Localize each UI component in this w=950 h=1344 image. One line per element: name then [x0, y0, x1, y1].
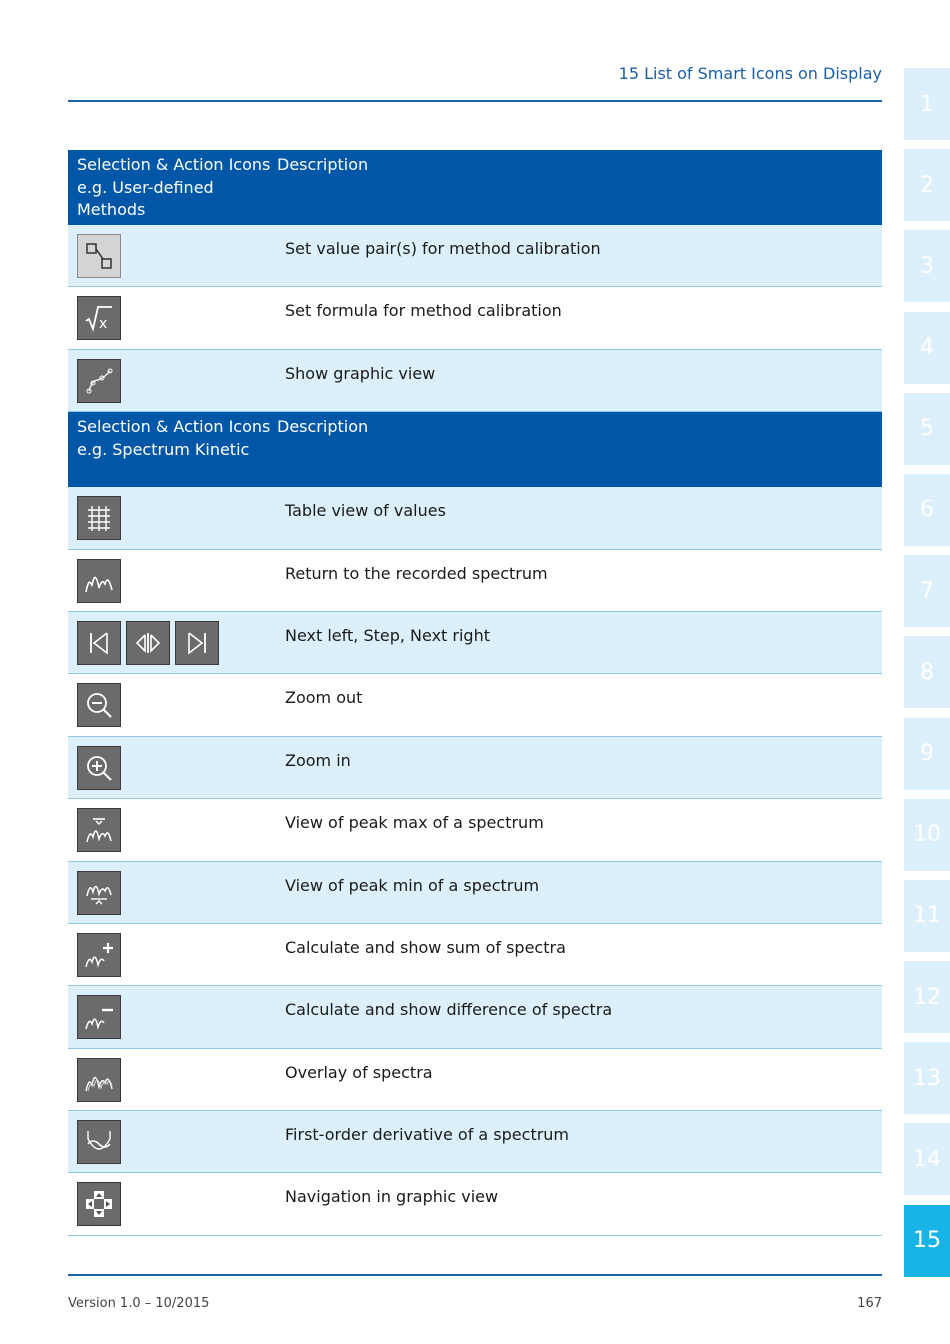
row-description: Return to the recorded spectrum — [285, 563, 548, 583]
row-description: Calculate and show sum of spectra — [285, 937, 566, 957]
sqrt-x-icon — [77, 296, 121, 340]
table-row — [68, 737, 882, 799]
table-row — [68, 1049, 882, 1111]
row-description: First-order derivative of a spectrum — [285, 1125, 570, 1145]
table-row — [68, 350, 882, 412]
header-divider — [68, 100, 882, 102]
spectra-sum-icon — [77, 933, 121, 977]
table-grid-icon — [77, 496, 121, 540]
table-row — [68, 487, 882, 549]
derivative-icon — [77, 1120, 121, 1164]
next-left-icon — [77, 621, 121, 665]
step-icon — [126, 621, 170, 665]
header-col-description: Description — [277, 417, 369, 437]
spectra-overlay-icon — [77, 1058, 121, 1102]
row-description: Calculate and show difference of spectra — [285, 1000, 613, 1020]
chapter-tab-2[interactable]: 2 — [904, 149, 950, 221]
page-header-title: 15 List of Smart Icons on Display — [618, 64, 882, 83]
row-description: Set value pair(s) for method calibration — [285, 239, 601, 258]
footer-version: Version 1.0 – 10/2015 — [68, 1296, 210, 1311]
chapter-tabs — [904, 68, 950, 1286]
graph-points-icon — [77, 359, 121, 403]
chapter-tab-15-active[interactable]: 15 — [904, 1205, 950, 1277]
value-pairs-icon — [77, 234, 121, 278]
table-row — [68, 799, 882, 861]
chapter-tab-1[interactable]: 1 — [904, 68, 950, 140]
chapter-tab-14[interactable]: 14 — [904, 1123, 950, 1195]
table-row — [68, 986, 882, 1048]
row-description: Navigation in graphic view — [285, 1187, 499, 1207]
next-right-icon — [175, 621, 219, 665]
row-description: View of peak max of a spectrum — [285, 813, 544, 833]
row-description: Set formula for method calibration — [285, 301, 562, 321]
chapter-tab-3[interactable]: 3 — [904, 230, 950, 302]
table-row — [68, 924, 882, 986]
table-header-methods — [68, 150, 882, 225]
table-row — [68, 225, 882, 287]
table-row — [68, 550, 882, 612]
icon-table — [68, 150, 882, 1236]
chapter-tab-9[interactable]: 9 — [904, 718, 950, 790]
table-row — [68, 612, 882, 674]
header-col-icons: Selection & Action Icons e.g. User-defined Methods — [77, 155, 271, 219]
svg-text:x: x — [99, 316, 108, 333]
table-row — [68, 287, 882, 349]
header-col-description: Description — [277, 155, 369, 174]
row-description: Show graphic view — [285, 363, 436, 383]
peak-max-icon — [77, 808, 121, 852]
header-col-icons: Selection & Action Icons e.g. Spectrum Kinetic — [77, 417, 271, 459]
row-description: Table view of values — [285, 501, 446, 521]
spectrum-icon — [77, 559, 121, 603]
table-row — [68, 674, 882, 736]
chapter-tab-12[interactable]: 12 — [904, 961, 950, 1033]
footer-divider — [68, 1274, 882, 1276]
chapter-tab-8[interactable]: 8 — [904, 636, 950, 708]
chapter-tab-5[interactable]: 5 — [904, 393, 950, 465]
chapter-tab-6[interactable]: 6 — [904, 474, 950, 546]
chapter-tab-13[interactable]: 13 — [904, 1042, 950, 1114]
chapter-tab-11[interactable]: 11 — [904, 880, 950, 952]
spectra-difference-icon — [77, 995, 121, 1039]
peak-min-icon — [77, 871, 121, 915]
chapter-tab-7[interactable]: 7 — [904, 555, 950, 627]
zoom-out-icon — [77, 683, 121, 727]
row-description: View of peak min of a spectrum — [285, 875, 540, 895]
table-row — [68, 862, 882, 924]
row-description: Overlay of spectra — [285, 1062, 433, 1082]
page-number: 167 — [857, 1296, 882, 1311]
table-header-spectrum — [68, 412, 882, 487]
row-description: Next left, Step, Next right — [285, 625, 490, 645]
row-description: Zoom out — [285, 688, 363, 708]
row-description: Zoom in — [285, 750, 351, 770]
zoom-in-icon — [77, 746, 121, 790]
table-row — [68, 1173, 882, 1235]
chapter-tab-10[interactable]: 10 — [904, 799, 950, 871]
chapter-tab-4[interactable]: 4 — [904, 312, 950, 384]
table-row — [68, 1111, 882, 1173]
navigation-icon — [77, 1182, 121, 1226]
